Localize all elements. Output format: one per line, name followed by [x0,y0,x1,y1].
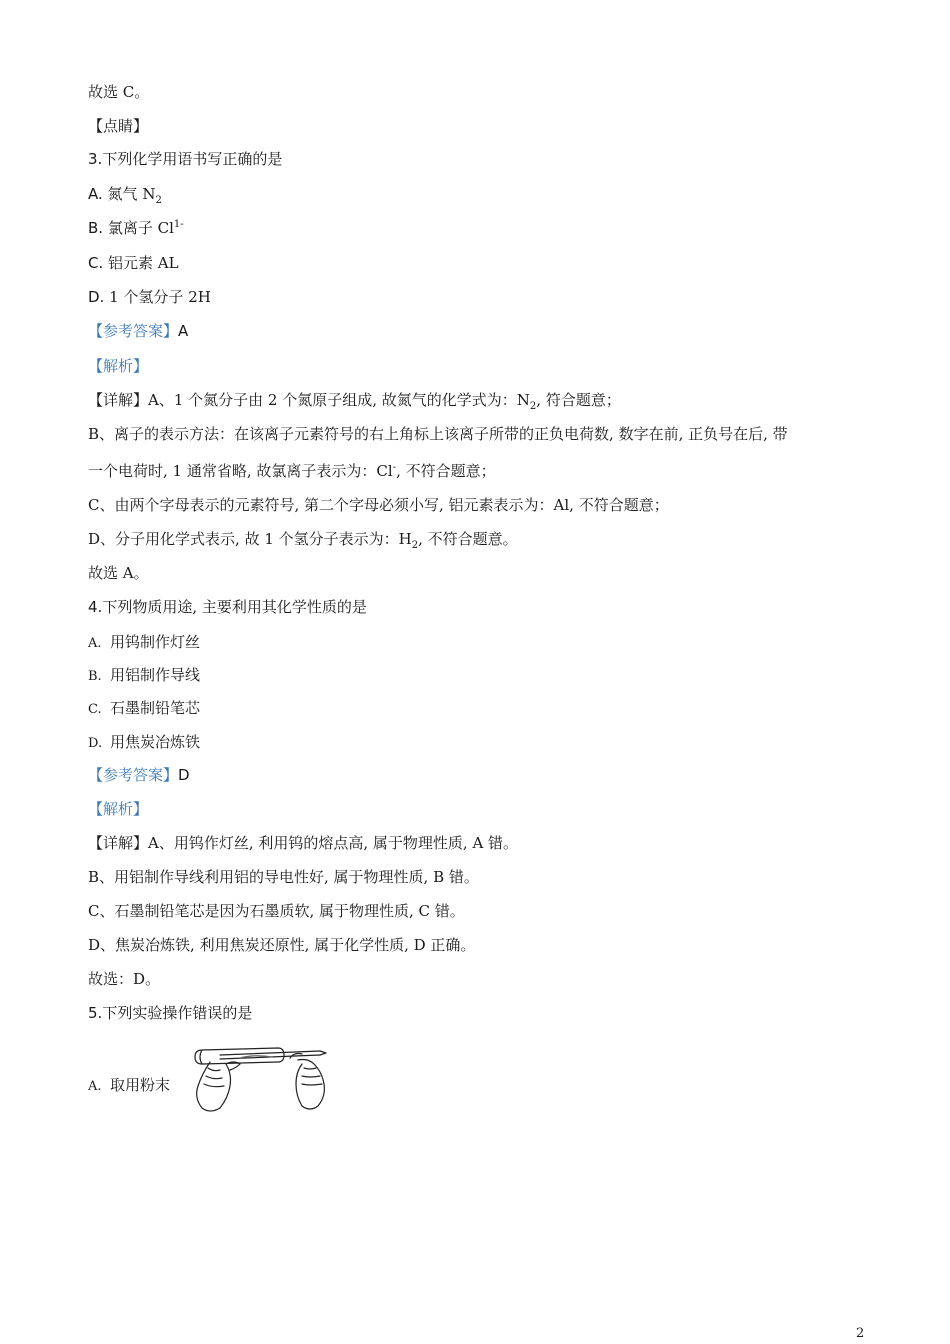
option-text: 石墨制铅笔芯 [110,699,201,717]
superscript: 1- [173,219,184,230]
question-stem: 下列实验操作错误的是 [102,1004,253,1022]
q5-option-a [88,1075,170,1097]
detail-label: 【详解】 [88,391,149,409]
answer-value: A [178,322,189,340]
detail-text: D、分子用化学式表示, 故 1 个氢分子表示为：H [88,530,412,548]
option-text: 用铝制作导线 [110,666,201,684]
q4-conclusion: 故选：D。 [88,970,161,988]
prev-conclusion: 故选 C。 [88,83,150,101]
option-text: 1 个氢分子 2H [109,288,211,306]
q3-option-a [88,184,162,204]
option-label: D. [88,736,103,751]
option-label: B. [88,669,102,684]
question-3 [88,149,282,169]
option-text: 用焦炭冶炼铁 [110,733,201,751]
q4-detail-c: C、石墨制铅笔芯是因为石墨质软, 属于物理性质, C 错。 [88,902,465,920]
option-text: 氯离子 Cl [107,219,174,237]
option-text: 铝元素 AL [108,254,179,272]
q3-detail-b-2 [88,461,496,481]
option-label: A. [88,185,103,203]
q3-detail-a [88,390,621,410]
q4-answer [88,765,190,785]
detail-text: A、1 个氮分子由 2 个氮原子组成, 故氮气的化学式为：N [148,391,530,409]
q3-option-c [88,253,179,273]
q4-option-d [88,732,200,754]
q3-answer [88,321,188,341]
subscript: 2 [155,195,162,206]
question-number: 5. [88,1004,103,1022]
dianjing-heading: 【点睛】 [88,117,149,135]
answer-value: D [178,766,190,784]
question-number: 3. [88,150,103,168]
q4-jiexi: 【解析】 [88,800,149,818]
q3-option-b [88,218,184,238]
q3-option-d [88,287,211,307]
question-4 [88,597,367,617]
detail-text: , 不符合题意。 [418,530,518,548]
question-5 [88,1003,252,1023]
answer-label: 【参考答案】 [88,766,179,784]
option-label: C. [88,702,102,717]
question-stem: 下列化学用语书写正确的是 [102,150,283,168]
option-label: D. [88,288,105,306]
q3-jiexi: 【解析】 [88,357,149,375]
option-text: 取用粉末 [110,1076,171,1094]
q3-detail-d [88,529,518,549]
q4-option-b [88,665,200,687]
question-stem: 下列物质用途, 主要利用其化学性质的是 [102,598,367,616]
detail-label: 【详解】 [88,834,149,852]
detail-text: A、用钨作灯丝, 利用钨的熔点高, 属于物理性质, A 错。 [148,834,519,852]
subscript: 2 [411,540,419,551]
page-number: 2 [856,1326,865,1341]
option-text: 氮气 N [107,185,156,203]
superscript: - [392,462,397,473]
q4-detail-a [88,833,518,853]
q4-detail-d: D、焦炭冶炼铁, 利用焦炭还原性, 属于化学性质, D 正确。 [88,936,476,954]
q3-conclusion: 故选 A。 [88,564,149,582]
detail-text: , 不符合题意； [396,462,496,480]
question-number: 4. [88,598,103,616]
q4-option-c [88,698,200,720]
option-text: 用钨制作灯丝 [110,633,201,651]
option-label: A. [88,1079,102,1094]
subscript: 2 [529,401,537,412]
detail-text: , 符合题意； [536,391,621,409]
option-label: A. [88,636,102,651]
option-label: B. [88,219,104,237]
q4-detail-b: B、用铝制作导线利用铝的导电性好, 属于物理性质, B 错。 [88,868,479,886]
q4-option-a [88,632,200,654]
detail-text: 一个电荷时, 1 通常省略, 故氯离子表示为：Cl [88,462,393,480]
q3-detail-c: C、由两个字母表示的元素符号, 第二个字母必须小写, 铝元素表示为：Al, 不符合题意； [88,496,669,514]
option-label: C. [88,254,104,272]
q3-detail-b-1: B、离子的表示方法：在该离子元素符号的右上角标上该离子所带的正负电荷数, 数字在前, 正负号在后, 带 [88,425,788,443]
answer-label: 【参考答案】 [88,322,179,340]
powder-sampling-illustration [180,1038,335,1116]
